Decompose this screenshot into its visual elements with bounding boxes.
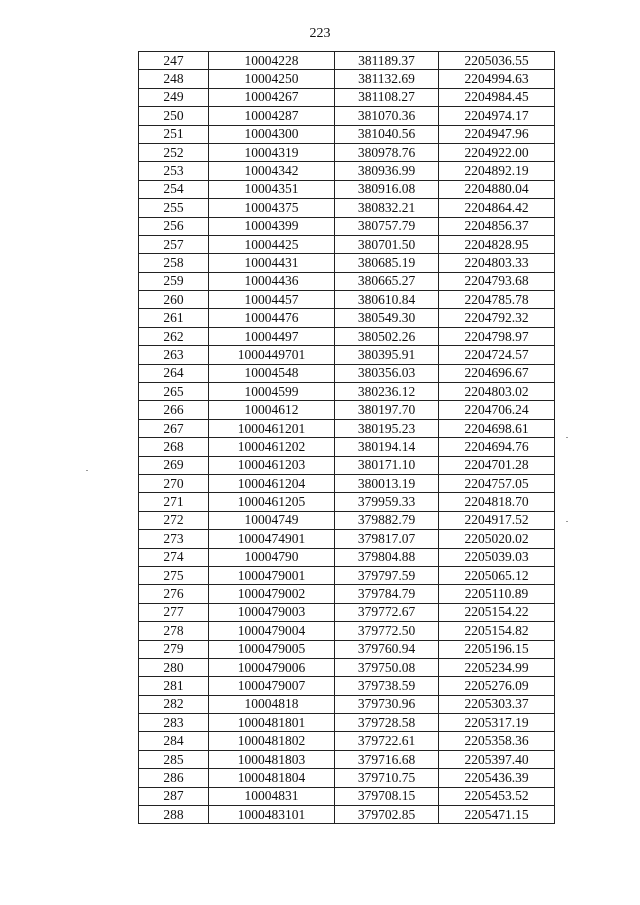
x-coordinate-cell: 379772.67 xyxy=(335,603,439,621)
x-coordinate-cell: 380978.76 xyxy=(335,143,439,161)
point-id-cell: 10004250 xyxy=(209,70,335,88)
point-number-cell: 284 xyxy=(139,732,209,750)
y-coordinate-cell: 2205110.89 xyxy=(439,585,555,603)
y-coordinate-cell: 2204694.76 xyxy=(439,438,555,456)
table-row xyxy=(139,438,555,456)
point-number-cell: 285 xyxy=(139,750,209,768)
table-row xyxy=(139,199,555,217)
y-coordinate-cell: 2204803.33 xyxy=(439,254,555,272)
point-number-cell: 249 xyxy=(139,88,209,106)
y-coordinate-cell: 2204701.28 xyxy=(439,456,555,474)
point-number-cell: 282 xyxy=(139,695,209,713)
y-coordinate-cell: 2205358.36 xyxy=(439,732,555,750)
x-coordinate-cell: 379722.61 xyxy=(335,732,439,750)
table-row xyxy=(139,272,555,290)
point-id-cell: 1000461202 xyxy=(209,438,335,456)
table-row xyxy=(139,714,555,732)
x-coordinate-cell: 379750.08 xyxy=(335,658,439,676)
table-row xyxy=(139,70,555,88)
y-coordinate-cell: 2204696.67 xyxy=(439,364,555,382)
table-row xyxy=(139,456,555,474)
point-id-cell: 10004375 xyxy=(209,199,335,217)
table-row xyxy=(139,658,555,676)
x-coordinate-cell: 380832.21 xyxy=(335,199,439,217)
point-id-cell: 1000479005 xyxy=(209,640,335,658)
point-number-cell: 251 xyxy=(139,125,209,143)
x-coordinate-cell: 380236.12 xyxy=(335,383,439,401)
point-number-cell: 262 xyxy=(139,327,209,345)
point-id-cell: 1000481803 xyxy=(209,750,335,768)
point-id-cell: 10004228 xyxy=(209,52,335,70)
table-row xyxy=(139,732,555,750)
point-number-cell: 257 xyxy=(139,235,209,253)
table-row xyxy=(139,401,555,419)
point-number-cell: 267 xyxy=(139,419,209,437)
y-coordinate-cell: 2205436.39 xyxy=(439,769,555,787)
table-row xyxy=(139,217,555,235)
point-number-cell: 270 xyxy=(139,474,209,492)
point-number-cell: 287 xyxy=(139,787,209,805)
x-coordinate-cell: 380194.14 xyxy=(335,438,439,456)
point-number-cell: 265 xyxy=(139,383,209,401)
point-number-cell: 250 xyxy=(139,107,209,125)
x-coordinate-cell: 380701.50 xyxy=(335,235,439,253)
table-row xyxy=(139,162,555,180)
scan-speck xyxy=(566,437,568,438)
point-id-cell: 10004818 xyxy=(209,695,335,713)
point-number-cell: 263 xyxy=(139,346,209,364)
point-id-cell: 1000474901 xyxy=(209,530,335,548)
x-coordinate-cell: 380610.84 xyxy=(335,291,439,309)
y-coordinate-cell: 2204803.02 xyxy=(439,383,555,401)
point-id-cell: 10004436 xyxy=(209,272,335,290)
point-id-cell: 10004425 xyxy=(209,235,335,253)
point-number-cell: 261 xyxy=(139,309,209,327)
point-id-cell: 10004342 xyxy=(209,162,335,180)
y-coordinate-cell: 2205234.99 xyxy=(439,658,555,676)
point-number-cell: 273 xyxy=(139,530,209,548)
y-coordinate-cell: 2205453.52 xyxy=(439,787,555,805)
x-coordinate-cell: 379730.96 xyxy=(335,695,439,713)
point-number-cell: 252 xyxy=(139,143,209,161)
x-coordinate-cell: 380936.99 xyxy=(335,162,439,180)
point-number-cell: 274 xyxy=(139,548,209,566)
point-number-cell: 276 xyxy=(139,585,209,603)
x-coordinate-cell: 380013.19 xyxy=(335,474,439,492)
point-number-cell: 283 xyxy=(139,714,209,732)
table-row xyxy=(139,769,555,787)
y-coordinate-cell: 2204947.96 xyxy=(439,125,555,143)
table-row xyxy=(139,235,555,253)
point-number-cell: 280 xyxy=(139,658,209,676)
point-id-cell: 1000479003 xyxy=(209,603,335,621)
y-coordinate-cell: 2204724.57 xyxy=(439,346,555,364)
y-coordinate-cell: 2204994.63 xyxy=(439,70,555,88)
point-id-cell: 1000481802 xyxy=(209,732,335,750)
point-id-cell: 10004476 xyxy=(209,309,335,327)
x-coordinate-cell: 379738.59 xyxy=(335,677,439,695)
point-number-cell: 260 xyxy=(139,291,209,309)
y-coordinate-cell: 2205154.82 xyxy=(439,622,555,640)
x-coordinate-cell: 379882.79 xyxy=(335,511,439,529)
table-row xyxy=(139,52,555,70)
table-row xyxy=(139,346,555,364)
point-id-cell: 10004399 xyxy=(209,217,335,235)
x-coordinate-cell: 379702.85 xyxy=(335,806,439,824)
point-number-cell: 286 xyxy=(139,769,209,787)
y-coordinate-cell: 2204828.95 xyxy=(439,235,555,253)
y-coordinate-cell: 2204922.00 xyxy=(439,143,555,161)
table-row xyxy=(139,291,555,309)
x-coordinate-cell: 379959.33 xyxy=(335,493,439,511)
y-coordinate-cell: 2204892.19 xyxy=(439,162,555,180)
point-id-cell: 1000461204 xyxy=(209,474,335,492)
table-row xyxy=(139,530,555,548)
table-row xyxy=(139,309,555,327)
table-row xyxy=(139,511,555,529)
x-coordinate-cell: 380197.70 xyxy=(335,401,439,419)
point-id-cell: 1000461203 xyxy=(209,456,335,474)
y-coordinate-cell: 2204706.24 xyxy=(439,401,555,419)
coordinates-table xyxy=(138,51,555,824)
table-row xyxy=(139,493,555,511)
y-coordinate-cell: 2204698.61 xyxy=(439,419,555,437)
y-coordinate-cell: 2205397.40 xyxy=(439,750,555,768)
point-number-cell: 247 xyxy=(139,52,209,70)
y-coordinate-cell: 2204864.42 xyxy=(439,199,555,217)
point-id-cell: 1000449701 xyxy=(209,346,335,364)
x-coordinate-cell: 379784.79 xyxy=(335,585,439,603)
x-coordinate-cell: 379728.58 xyxy=(335,714,439,732)
table-row xyxy=(139,383,555,401)
x-coordinate-cell: 380757.79 xyxy=(335,217,439,235)
x-coordinate-cell: 379716.68 xyxy=(335,750,439,768)
point-id-cell: 10004319 xyxy=(209,143,335,161)
x-coordinate-cell: 381189.37 xyxy=(335,52,439,70)
table-row xyxy=(139,603,555,621)
point-number-cell: 275 xyxy=(139,566,209,584)
point-id-cell: 10004599 xyxy=(209,383,335,401)
table-row xyxy=(139,125,555,143)
point-number-cell: 255 xyxy=(139,199,209,217)
y-coordinate-cell: 2205471.15 xyxy=(439,806,555,824)
x-coordinate-cell: 379708.15 xyxy=(335,787,439,805)
x-coordinate-cell: 381070.36 xyxy=(335,107,439,125)
x-coordinate-cell: 380549.30 xyxy=(335,309,439,327)
x-coordinate-cell: 380502.26 xyxy=(335,327,439,345)
x-coordinate-cell: 380916.08 xyxy=(335,180,439,198)
y-coordinate-cell: 2205196.15 xyxy=(439,640,555,658)
point-id-cell: 10004497 xyxy=(209,327,335,345)
point-id-cell: 10004457 xyxy=(209,291,335,309)
point-id-cell: 1000481801 xyxy=(209,714,335,732)
y-coordinate-cell: 2205020.02 xyxy=(439,530,555,548)
y-coordinate-cell: 2204757.05 xyxy=(439,474,555,492)
x-coordinate-cell: 379804.88 xyxy=(335,548,439,566)
point-number-cell: 271 xyxy=(139,493,209,511)
point-id-cell: 1000479007 xyxy=(209,677,335,695)
point-number-cell: 279 xyxy=(139,640,209,658)
point-id-cell: 10004431 xyxy=(209,254,335,272)
point-id-cell: 10004831 xyxy=(209,787,335,805)
y-coordinate-cell: 2205036.55 xyxy=(439,52,555,70)
y-coordinate-cell: 2204798.97 xyxy=(439,327,555,345)
point-id-cell: 10004267 xyxy=(209,88,335,106)
scan-speck xyxy=(566,521,568,522)
point-id-cell: 1000479004 xyxy=(209,622,335,640)
point-number-cell: 288 xyxy=(139,806,209,824)
table-row xyxy=(139,806,555,824)
point-id-cell: 1000479006 xyxy=(209,658,335,676)
point-number-cell: 268 xyxy=(139,438,209,456)
y-coordinate-cell: 2204793.68 xyxy=(439,272,555,290)
point-number-cell: 264 xyxy=(139,364,209,382)
table-row xyxy=(139,585,555,603)
point-number-cell: 253 xyxy=(139,162,209,180)
point-id-cell: 1000483101 xyxy=(209,806,335,824)
table-row xyxy=(139,750,555,768)
point-number-cell: 278 xyxy=(139,622,209,640)
y-coordinate-cell: 2204818.70 xyxy=(439,493,555,511)
point-id-cell: 10004749 xyxy=(209,511,335,529)
y-coordinate-cell: 2205154.22 xyxy=(439,603,555,621)
point-id-cell: 10004548 xyxy=(209,364,335,382)
point-number-cell: 266 xyxy=(139,401,209,419)
table-row xyxy=(139,107,555,125)
x-coordinate-cell: 379772.50 xyxy=(335,622,439,640)
point-number-cell: 248 xyxy=(139,70,209,88)
table-row xyxy=(139,180,555,198)
point-id-cell: 10004612 xyxy=(209,401,335,419)
y-coordinate-cell: 2205303.37 xyxy=(439,695,555,713)
table-row xyxy=(139,695,555,713)
y-coordinate-cell: 2204785.78 xyxy=(439,291,555,309)
point-id-cell: 1000461201 xyxy=(209,419,335,437)
point-id-cell: 10004351 xyxy=(209,180,335,198)
table-row xyxy=(139,327,555,345)
table-row xyxy=(139,364,555,382)
y-coordinate-cell: 2205039.03 xyxy=(439,548,555,566)
page-number: 223 xyxy=(309,26,331,41)
coordinates-table-body xyxy=(139,52,555,824)
point-number-cell: 272 xyxy=(139,511,209,529)
x-coordinate-cell: 379710.75 xyxy=(335,769,439,787)
point-number-cell: 258 xyxy=(139,254,209,272)
table-row xyxy=(139,254,555,272)
y-coordinate-cell: 2204974.17 xyxy=(439,107,555,125)
table-row xyxy=(139,474,555,492)
y-coordinate-cell: 2204856.37 xyxy=(439,217,555,235)
x-coordinate-cell: 379760.94 xyxy=(335,640,439,658)
point-number-cell: 269 xyxy=(139,456,209,474)
y-coordinate-cell: 2205276.09 xyxy=(439,677,555,695)
table-row xyxy=(139,88,555,106)
x-coordinate-cell: 381108.27 xyxy=(335,88,439,106)
point-id-cell: 1000461205 xyxy=(209,493,335,511)
point-id-cell: 10004790 xyxy=(209,548,335,566)
y-coordinate-cell: 2204917.52 xyxy=(439,511,555,529)
x-coordinate-cell: 380195.23 xyxy=(335,419,439,437)
point-number-cell: 256 xyxy=(139,217,209,235)
table-row xyxy=(139,787,555,805)
x-coordinate-cell: 380685.19 xyxy=(335,254,439,272)
point-number-cell: 259 xyxy=(139,272,209,290)
y-coordinate-cell: 2204792.32 xyxy=(439,309,555,327)
x-coordinate-cell: 380395.91 xyxy=(335,346,439,364)
table-row xyxy=(139,640,555,658)
point-id-cell: 1000479002 xyxy=(209,585,335,603)
x-coordinate-cell: 380171.10 xyxy=(335,456,439,474)
y-coordinate-cell: 2205317.19 xyxy=(439,714,555,732)
point-id-cell: 10004300 xyxy=(209,125,335,143)
table-row xyxy=(139,622,555,640)
point-id-cell: 10004287 xyxy=(209,107,335,125)
point-id-cell: 1000481804 xyxy=(209,769,335,787)
x-coordinate-cell: 381132.69 xyxy=(335,70,439,88)
scan-speck xyxy=(86,470,88,471)
point-number-cell: 281 xyxy=(139,677,209,695)
x-coordinate-cell: 379797.59 xyxy=(335,566,439,584)
x-coordinate-cell: 380665.27 xyxy=(335,272,439,290)
y-coordinate-cell: 2204984.45 xyxy=(439,88,555,106)
y-coordinate-cell: 2205065.12 xyxy=(439,566,555,584)
table-row xyxy=(139,548,555,566)
table-row xyxy=(139,419,555,437)
y-coordinate-cell: 2204880.04 xyxy=(439,180,555,198)
table-row xyxy=(139,143,555,161)
table-row xyxy=(139,677,555,695)
point-id-cell: 1000479001 xyxy=(209,566,335,584)
point-number-cell: 254 xyxy=(139,180,209,198)
table-row xyxy=(139,566,555,584)
x-coordinate-cell: 379817.07 xyxy=(335,530,439,548)
x-coordinate-cell: 381040.56 xyxy=(335,125,439,143)
point-number-cell: 277 xyxy=(139,603,209,621)
x-coordinate-cell: 380356.03 xyxy=(335,364,439,382)
